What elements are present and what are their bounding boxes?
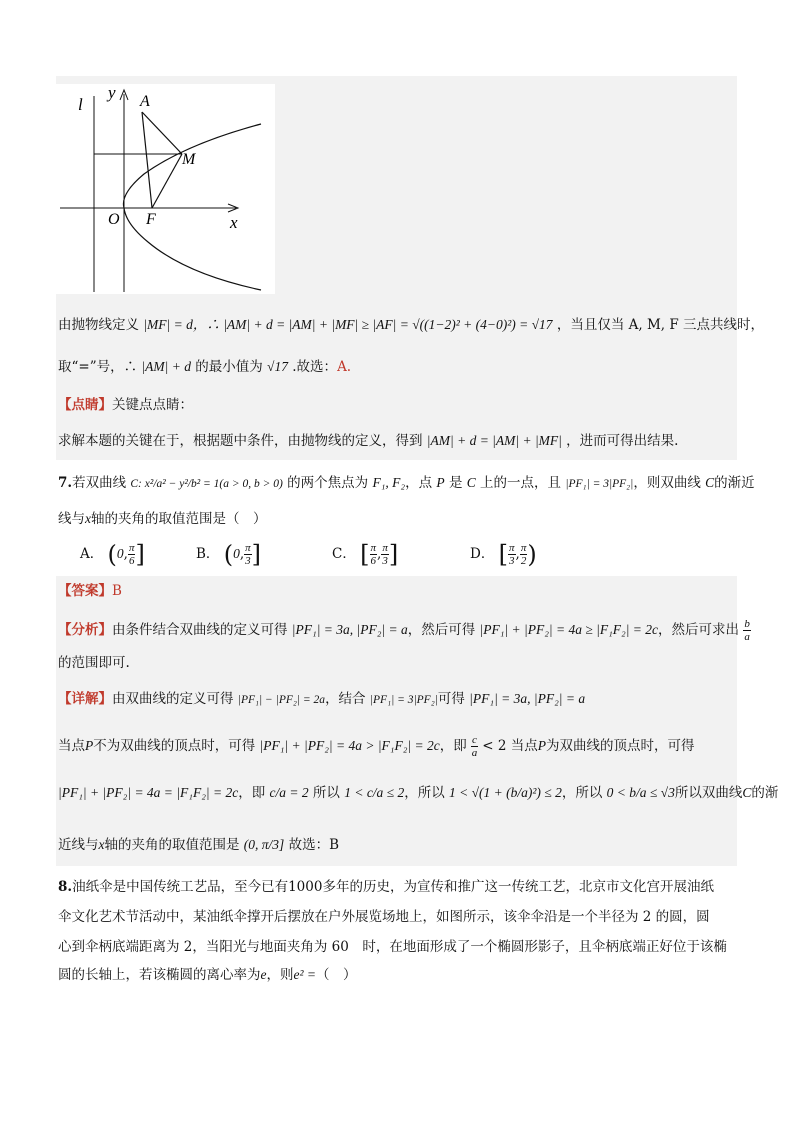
label-A: A: [140, 93, 150, 110]
label-x: x: [230, 213, 238, 232]
label-M: M: [182, 151, 196, 168]
formula: |MF| = d，∴ |AM| + d = |AM| + |MF| ≥ |AF| = √((1−2)² + (4−0)²) = √17: [143, 317, 553, 332]
option-c[interactable]: C． [ $\frac{\pi}{6}$ , $\frac{\pi}{3}$ ]: [332, 540, 399, 569]
label-O: O: [108, 211, 120, 228]
option-d[interactable]: D． [ $\frac{\pi}{3}$ , $\frac{\pi}{2}$ ): [470, 540, 537, 569]
answer-value: B: [112, 583, 122, 599]
q8-line-3: 心到伞柄底端距离为 2，当阳光与地面夹角为 60 时，在地面形成了一个椭圆形影子，且伞柄底端正好位于该椭: [58, 939, 727, 955]
dianjing-tag: 【点睛】: [58, 397, 112, 413]
dianjing-heading: 【点睛】关键点点睛：: [58, 397, 193, 413]
detail-line-3: |PF₁| + |PF₂| = 4a = |F₁F₂| = 2c，即 c/a = 2 所以 1 < c/a ≤ 2，所以 1 < √(1 + (b/a)²) ≤ 2，所以 0 < b/a ≤ √3所以双曲线C的渐: [58, 785, 779, 801]
parabola-figure: [56, 84, 275, 294]
q8-line-2: 伞文化艺术节活动中，某油纸伞撑开后摆放在户外展览场地上，如图所示，该伞伞沿是一个半径为 2 的圆，圆: [58, 909, 710, 925]
answer-line: [58, 582, 122, 600]
q7-stem-line-2: 线与x轴的夹角的取值范围是（ ）: [58, 511, 267, 527]
option-a[interactable]: A． (0, $\frac{\pi}{6}$ ]: [80, 540, 145, 569]
detail-line-1: 【详解】由双曲线的定义可得 |PF₁| − |PF₂| = 2a，结合 |PF₁| = 3|PF₂|可得 |PF₁| = 3a, |PF₂| = a: [58, 691, 586, 707]
parabola-diagram: [56, 84, 275, 294]
analysis-line-2: 的范围即可.: [58, 655, 130, 671]
summary-line: 求解本题的关键在于，根据题中条件，由抛物线的定义，得到 |AM| + d = |AM| + |MF| ，进而可得出结果.: [58, 433, 679, 449]
question-number: 7.: [58, 475, 73, 491]
analysis-tag: 【分析】: [58, 622, 112, 638]
q8-line-1: 8.油纸伞是中国传统工艺品，至今已有1000多年的历史，为宣传和推广这一传统工艺，北京市文化宫开展油纸: [58, 879, 714, 895]
solution-line-1: 由抛物线定义 |MF| = d，∴ |AM| + d = |AM| + |MF| ≥ |AF| = √((1−2)² + (4−0)²) = √17 ，当且仅当 A, M, F 三点共线时，: [58, 317, 765, 333]
q8-line-4: 圆的长轴上，若该椭圆的离心率为e，则e² =（ ）: [58, 967, 357, 983]
answer-value: A.: [337, 359, 352, 375]
analysis-line-1: 【分析】由条件结合双曲线的定义可得 |PF₁| = 3a, |PF₂| = a，然后可得 |PF₁| + |PF₂| = 4a ≥ |F₁F₂| = 2c，然后可求出 $\frac{b}{a}$: [58, 618, 750, 643]
solution-line-2: 取“=”号，∴ |AM| + d 的最小值为 √17 .故选：A.: [58, 359, 352, 375]
question-number: 8.: [58, 879, 73, 895]
detail-tag: 【详解】: [58, 691, 112, 707]
detail-line-4: 近线与x轴的夹角的取值范围是 (0, π/3] 故选：B: [58, 837, 340, 853]
q7-stem-line-1: 7.若双曲线 C: x²/a² − y²/b² = 1(a > 0, b > 0) 的两个焦点为 F₁, F₂，点 P 是 C 上的一点，且 |PF₁| = 3|PF₂|，则双曲线 C的渐近: [58, 475, 755, 491]
option-b[interactable]: B． (0, $\frac{\pi}{3}$ ]: [196, 540, 262, 569]
label-l: l: [78, 95, 83, 114]
detail-line-2: 当点P不为双曲线的顶点时，可得 |PF₁| + |PF₂| = 4a > |F₁F₂| = 2c，即 $\frac{c}{a}$ < 2 当点P为双曲线的顶点时，可得: [58, 734, 695, 759]
label-F: F: [146, 211, 156, 228]
label-y: y: [108, 84, 116, 102]
answer-tag: 【答案】: [58, 583, 112, 599]
